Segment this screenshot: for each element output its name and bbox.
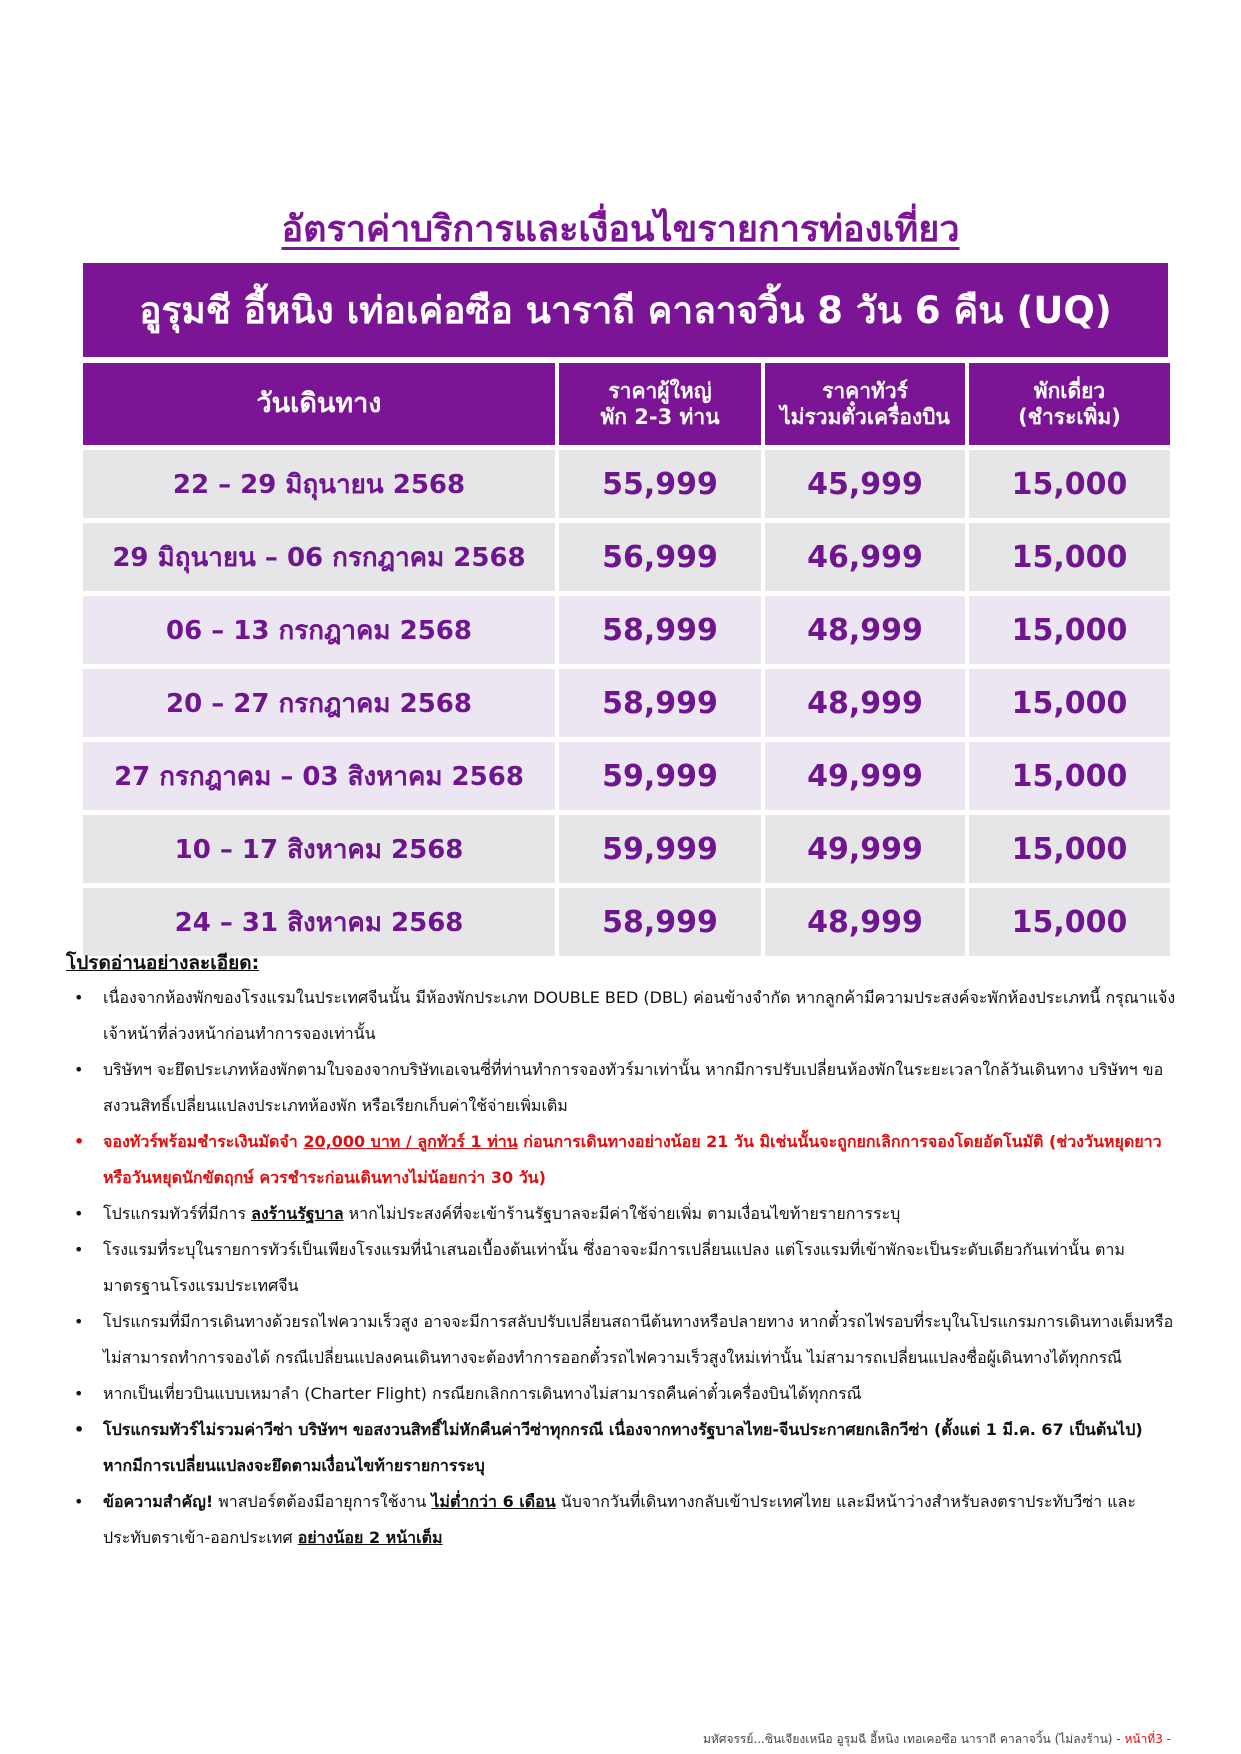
row-4-date: 20 – 27 กรกฎาคม 2568 bbox=[83, 669, 555, 737]
header-travel-date bbox=[83, 363, 555, 445]
row-6-adult-price: 59,999 bbox=[559, 815, 761, 883]
note-visa bbox=[66, 1412, 1176, 1484]
note-text: หากเป็นเที่ยวบินแบบเหมาลำ (Charter Flight) กรณียกเลิกการเดินทางไม่สามารถคืนค่าตั๋วเครื่องบินได้ทุกกรณี bbox=[103, 1384, 862, 1403]
notes-list bbox=[66, 980, 1176, 1556]
row-7-single-supplement: 15,000 bbox=[969, 888, 1170, 956]
row-1-single-supplement: 15,000 bbox=[969, 450, 1170, 518]
blank-pages: อย่างน้อย 2 หน้าเต็ม bbox=[297, 1528, 443, 1547]
bullet-icon: • bbox=[74, 1492, 84, 1511]
row-1-date: 22 – 29 มิถุนายน 2568 bbox=[83, 450, 555, 518]
row-5-no-flight-price: 49,999 bbox=[765, 742, 965, 810]
note-text: พาสปอร์ตต้องมีอายุการใช้งาน bbox=[213, 1492, 432, 1511]
row-2-date: 29 มิถุนายน – 06 กรกฎาคม 2568 bbox=[83, 523, 555, 591]
note-text: โปรแกรมทัวร์ไม่รวมค่าวีซ่า บริษัทฯ ขอสงวนสิทธิ์ไม่หักคืนค่าวีซ่าทุกกรณี เนื่องจากทางรัฐบาลไทย-จีนประกาศยกเลิกวีซ่า (ตั้งแต่ 1 มี.ค. 67 เป็นต้นไป) หากมีการเปลี่ยนแปลงจะยึดตามเงื่อนไขท้ายรายการระบุ bbox=[103, 1420, 1143, 1475]
row-6-no-flight-price: 49,999 bbox=[765, 815, 965, 883]
page-number: หน้าที่3 - bbox=[1124, 1732, 1171, 1746]
header-no-flight-price bbox=[765, 363, 965, 445]
bullet-icon: • bbox=[74, 1060, 84, 1079]
government-shop-label: ลงร้านรัฐบาล bbox=[251, 1204, 344, 1223]
row-4-single-supplement: 15,000 bbox=[969, 669, 1170, 737]
row-3-single-supplement: 15,000 bbox=[969, 596, 1170, 664]
footer-text: มหัศจรรย์...ซินเจียงเหนือ อูรุมฉี อี้หนิง เทอเคอซือ นาราถี คาลาจวิ้น (ไม่ลงร้าน) - bbox=[703, 1732, 1125, 1746]
note-government-shop bbox=[66, 1196, 1176, 1232]
row-4-adult-price: 58,999 bbox=[559, 669, 761, 737]
row-5-single-supplement: 15,000 bbox=[969, 742, 1170, 810]
header-adult-price bbox=[559, 363, 761, 445]
row-6-date: 10 – 17 สิงหาคม 2568 bbox=[83, 815, 555, 883]
row-5-adult-price: 59,999 bbox=[559, 742, 761, 810]
note-text: นับจากวันที่เดินทางกลับเข้าประเทศไทย และมีหน้าว่างสำหรับลงตราประทับวีซ่า และประทับตราเข้า-ออกประเทศ bbox=[103, 1492, 1136, 1547]
tour-name-banner: อูรุมชี อี้หนิง เท่อเค่อซือ นาราถี คาลาจวิ้น 8 วัน 6 คืน (UQ) bbox=[83, 263, 1168, 357]
note-text: ก่อนการเดินทางอย่างน้อย 21 วัน มิเช่นนั้นจะถูกยกเลิกการจองโดยอัตโนมัติ (ช่วงวันหยุดยาวหรือวันหยุดนักขัตฤกษ์ ควรชำระก่อนเดินทางไม่น้อยกว่า 30 วัน) bbox=[103, 1132, 1162, 1187]
note-text: บริษัทฯ จะยึดประเภทห้องพักตามใบจองจากบริษัทเอเจนซี่ที่ท่านทำการจองทัวร์มาเท่านั้น หากมีการปรับเปลี่ยนห้องพักในระยะเวลาใกล้วันเดินทาง บริษัทฯ ขอสงวนสิทธิ์เปลี่ยนแปลงประเภทห้องพัก หรือเรียกเก็บค่าใช้จ่ายเพิ่มเติม bbox=[103, 1060, 1164, 1115]
bullet-icon: • bbox=[74, 988, 84, 1007]
important-label: ข้อความสำคัญ! bbox=[103, 1492, 214, 1511]
row-5-date: 27 กรกฎาคม – 03 สิงหาคม 2568 bbox=[83, 742, 555, 810]
note-hotel bbox=[66, 1232, 1176, 1304]
row-1-no-flight-price: 45,999 bbox=[765, 450, 965, 518]
row-2-adult-price: 56,999 bbox=[559, 523, 761, 591]
bullet-icon: • bbox=[74, 1420, 85, 1439]
header-adult-price-line1: ราคาผู้ใหญ่ bbox=[608, 378, 712, 403]
note-text: โรงแรมที่ระบุในรายการทัวร์เป็นเพียงโรงแรมที่นำเสนอเบื้องต้นเท่านั้น ซึ่งอาจจะมีการเปลี่ยนแปลง แต่โรงแรมที่เข้าพักจะเป็นระดับเดียวกันเท่านั้น ตามมาตรฐานโรงแรมประเทศจีน bbox=[103, 1240, 1125, 1295]
bullet-icon: • bbox=[74, 1384, 84, 1403]
note-text: หากไม่ประสงค์ที่จะเข้าร้านรัฐบาลจะมีค่าใช้จ่ายเพิ่ม ตามเงื่อนไขท้ายรายการระบุ bbox=[343, 1204, 901, 1223]
note-double-bed bbox=[66, 980, 1176, 1052]
notes-heading: โปรดอ่านอย่างละเอียด: bbox=[66, 952, 260, 974]
bullet-icon: • bbox=[74, 1312, 84, 1331]
row-6-single-supplement: 15,000 bbox=[969, 815, 1170, 883]
header-no-flight-line2: ไม่รวมตั๋วเครื่องบิน bbox=[780, 405, 950, 429]
header-single-line1: พักเดี่ยว bbox=[1033, 378, 1106, 403]
header-single-line2: (ชำระเพิ่ม) bbox=[1018, 405, 1121, 429]
header-single-supplement bbox=[969, 363, 1170, 445]
note-passport bbox=[66, 1484, 1176, 1556]
bullet-icon: • bbox=[74, 1240, 84, 1259]
row-3-no-flight-price: 48,999 bbox=[765, 596, 965, 664]
note-deposit bbox=[66, 1124, 1176, 1196]
header-adult-price-line2: พัก 2-3 ท่าน bbox=[600, 405, 720, 429]
note-text: โปรแกรมทัวร์ที่มีการ bbox=[103, 1204, 252, 1223]
note-room-type bbox=[66, 1052, 1176, 1124]
page-title: อัตราค่าบริการและเงื่อนไขรายการท่องเที่ยว bbox=[281, 209, 960, 250]
deposit-amount: 20,000 บาท / ลูกทัวร์ 1 ท่าน bbox=[303, 1132, 518, 1151]
row-7-adult-price: 58,999 bbox=[559, 888, 761, 956]
note-high-speed-train bbox=[66, 1304, 1176, 1376]
row-2-no-flight-price: 46,999 bbox=[765, 523, 965, 591]
row-3-date: 06 – 13 กรกฎาคม 2568 bbox=[83, 596, 555, 664]
row-4-no-flight-price: 48,999 bbox=[765, 669, 965, 737]
row-7-date: 24 – 31 สิงหาคม 2568 bbox=[83, 888, 555, 956]
note-text: จองทัวร์พร้อมชำระเงินมัดจำ bbox=[103, 1132, 304, 1151]
bullet-icon: • bbox=[74, 1132, 85, 1151]
header-travel-date-label: วันเดินทาง bbox=[256, 388, 382, 420]
note-text: เนื่องจากห้องพักของโรงแรมในประเทศจีนนั้น มีห้องพักประเภท DOUBLE BED (DBL) ค่อนข้างจำกัด หากลูกค้ามีความประสงค์จะพักห้องประเภทนี้ กรุณาแจ้งเจ้าหน้าที่ล่วงหน้าก่อนทำการจองเท่านั้น bbox=[103, 988, 1176, 1043]
bullet-icon: • bbox=[74, 1204, 84, 1223]
row-2-single-supplement: 15,000 bbox=[969, 523, 1170, 591]
note-text: โปรแกรมที่มีการเดินทางด้วยรถไฟความเร็วสูง อาจจะมีการสลับปรับเปลี่ยนสถานีต้นทางหรือปลายทาง หากตั๋วรถไฟรอบที่ระบุในโปรแกรมการเดินทางเต็มหรือไม่สามารถทำการจองได้ กรณีเปลี่ยนแปลงคนเดินทางจะต้องทำการออกตั๋วรถไฟความเร็วสูงใหม่เท่านั้น ไม่สามารถเปลี่ยนแปลงชื่อผู้เดินทางได้ทุกกรณี bbox=[103, 1312, 1174, 1367]
row-1-adult-price: 55,999 bbox=[559, 450, 761, 518]
row-3-adult-price: 58,999 bbox=[559, 596, 761, 664]
passport-validity: ไม่ต่ำกว่า 6 เดือน bbox=[431, 1492, 556, 1511]
page-footer bbox=[703, 1730, 1171, 1749]
price-table bbox=[83, 363, 1170, 956]
header-no-flight-line1: ราคาทัวร์ bbox=[822, 378, 908, 403]
row-7-no-flight-price: 48,999 bbox=[765, 888, 965, 956]
note-charter-flight bbox=[66, 1376, 1176, 1412]
